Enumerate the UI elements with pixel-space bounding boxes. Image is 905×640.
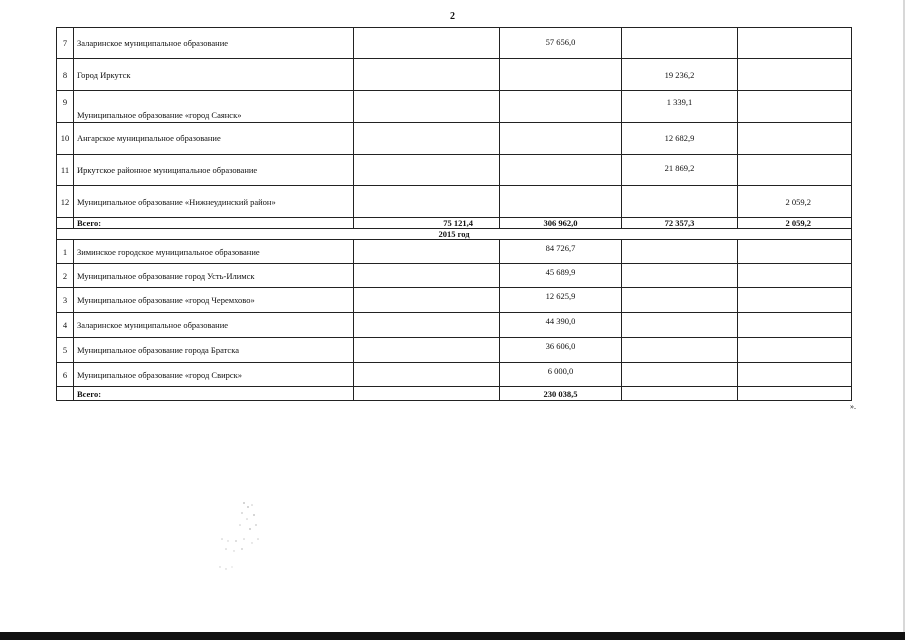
table-row <box>57 288 852 313</box>
value-cell: 12 625,9 <box>500 288 622 313</box>
table-row <box>57 155 852 186</box>
value-cell <box>622 28 738 59</box>
value-cell: 21 869,2 <box>622 155 738 186</box>
total-value: 306 962,0 <box>500 218 622 229</box>
row-number: 7 <box>57 28 74 59</box>
municipality-name: Заларинское муниципальное образование <box>74 28 354 59</box>
value-cell: 44 390,0 <box>500 313 622 338</box>
municipality-name: Заларинское муниципальное образование <box>74 313 354 338</box>
row-number: 10 <box>57 123 74 155</box>
total-label: Всего: <box>74 387 354 401</box>
year-header: 2015 год <box>57 229 852 240</box>
row-number: 1 <box>57 240 74 264</box>
value-cell: 12 682,9 <box>622 123 738 155</box>
value-cell: 84 726,7 <box>500 240 622 264</box>
value-cell <box>500 155 622 186</box>
row-number: 2 <box>57 264 74 288</box>
value-cell <box>354 123 500 155</box>
table-row <box>57 240 852 264</box>
table-row <box>57 338 852 363</box>
municipality-name: Муниципальное образование город Усть-Илимск <box>74 264 354 288</box>
value-cell: 36 606,0 <box>500 338 622 363</box>
value-cell <box>500 59 622 91</box>
table-row <box>57 59 852 91</box>
value-cell <box>738 28 852 59</box>
table-row <box>57 91 852 123</box>
total-value: 75 121,4 <box>354 218 500 229</box>
value-cell: 6 000,0 <box>500 363 622 387</box>
value-cell <box>622 186 738 218</box>
total-value: 2 059,2 <box>738 218 852 229</box>
value-cell <box>738 59 852 91</box>
municipality-name: Зиминское городское муниципальное образование <box>74 240 354 264</box>
table-row <box>57 264 852 288</box>
row-number: 3 <box>57 288 74 313</box>
value-cell <box>500 123 622 155</box>
row-number: 6 <box>57 363 74 387</box>
total-row <box>57 218 852 229</box>
municipality-name: Иркутское районное муниципальное образование <box>74 155 354 186</box>
value-cell <box>354 91 500 123</box>
value-cell <box>738 91 852 123</box>
table-row <box>57 28 852 59</box>
total-label: Всего: <box>74 218 354 229</box>
municipality-name: Муниципальное образование «Нижнеудинский район» <box>74 186 354 218</box>
value-cell <box>354 155 500 186</box>
value-cell <box>738 123 852 155</box>
row-number: 5 <box>57 338 74 363</box>
value-cell: 57 656,0 <box>500 28 622 59</box>
municipality-name: Ангарское муниципальное образование <box>74 123 354 155</box>
total-value: 230 038,5 <box>500 387 622 401</box>
year-header-row <box>57 229 852 240</box>
total-row <box>57 387 852 401</box>
value-cell: 2 059,2 <box>738 186 852 218</box>
value-cell <box>500 186 622 218</box>
scan-bottom-border <box>0 632 905 640</box>
row-number: 12 <box>57 186 74 218</box>
row-number: 4 <box>57 313 74 338</box>
table-row <box>57 363 852 387</box>
table-row <box>57 186 852 218</box>
municipality-name: Муниципальное образование «город Черемхово» <box>74 288 354 313</box>
municipality-name: Город Иркутск <box>74 59 354 91</box>
page-number: 2 <box>450 11 455 22</box>
row-number: 8 <box>57 59 74 91</box>
table-row <box>57 123 852 155</box>
value-cell <box>738 155 852 186</box>
value-cell <box>354 186 500 218</box>
value-cell: 19 236,2 <box>622 59 738 91</box>
allocation-table <box>56 27 852 401</box>
municipality-name: Муниципальное образование «город Свирск» <box>74 363 354 387</box>
value-cell <box>354 28 500 59</box>
table-row <box>57 313 852 338</box>
value-cell: 45 689,9 <box>500 264 622 288</box>
total-value: 72 357,3 <box>622 218 738 229</box>
faint-stamp-mark <box>214 495 270 575</box>
row-number: 9 <box>57 91 74 123</box>
value-cell <box>354 59 500 91</box>
row-number: 11 <box>57 155 74 186</box>
value-cell <box>500 91 622 123</box>
closing-quote-mark: ». <box>850 402 856 411</box>
value-cell: 1 339,1 <box>622 91 738 123</box>
municipality-name: Муниципальное образование «город Саянск» <box>74 91 354 123</box>
municipality-name: Муниципальное образование города Братска <box>74 338 354 363</box>
